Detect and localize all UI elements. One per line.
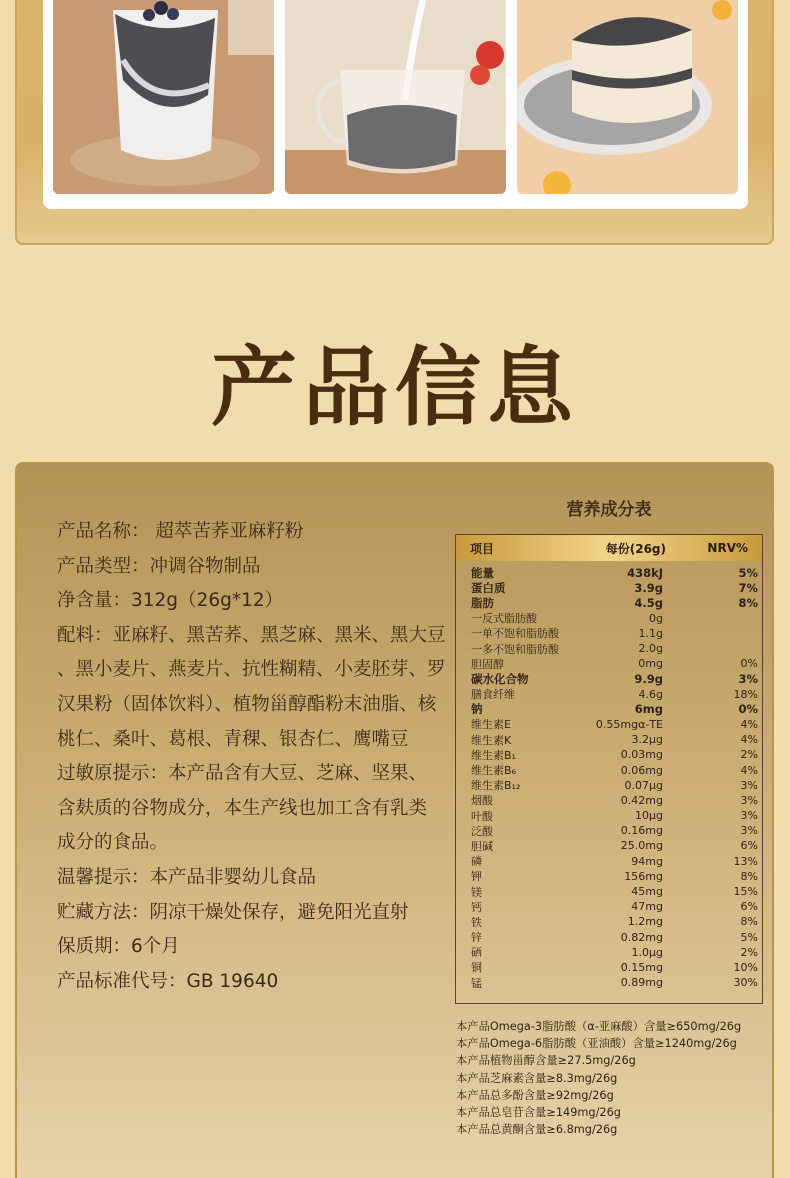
nutrient-name: 铜 [471,961,482,975]
nutrition-row [471,762,762,777]
nutrient-value: 0.16mg [620,824,663,838]
nutrient-nrv: 13% [733,854,758,868]
nutrition-row [471,565,762,580]
info-line: 含麸质的谷物成分，本生产线也加工含有乳类 [57,797,428,819]
nutrient-value: 0mg [638,657,663,671]
nutrient-name: 锰 [471,976,482,990]
nutrient-value: 0.89mg [620,976,663,990]
blueberry-sesame-drink-photo [53,0,274,194]
nutrient-value: 9.9g [634,671,663,686]
nutrient-notes [456,1018,776,1138]
nutrition-row [471,671,762,686]
info-line: 桃仁、桑叶、葛根、青稞、银杏仁、鹰嘴豆 [57,728,409,750]
nutrition-row [471,626,762,641]
nutrition-table-title: 营养成分表 [566,500,652,520]
nutrient-name: 一单不饱和脂肪酸 [471,627,559,641]
info-line: 贮藏方法：阴凉干燥处保存，避免阳光直射 [57,901,409,923]
nutrition-row [471,747,762,762]
nutrition-row [471,823,762,838]
nutrient-value: 0.82mg [620,930,663,944]
nutrient-nrv: 6% [740,839,758,853]
nutrition-row [471,793,762,808]
nutrient-name: 维生素E [471,718,511,732]
info-line: 产品类型：冲调谷物制品 [57,555,261,577]
nutrient-nrv: 0% [740,657,758,671]
nutrient-nrv: 8% [740,915,758,929]
nutrient-name: 能量 [471,565,494,580]
nutrient-value: 1.0μg [631,945,663,959]
nutrient-name: 镁 [471,885,482,899]
nutrient-nrv: 8% [740,869,758,883]
nutrition-table-body [456,561,762,990]
nutrient-name: 一反式脂肪酸 [471,612,537,626]
nutrient-nrv: 8% [738,595,758,610]
nutrient-name: 一多不饱和脂肪酸 [471,642,559,656]
nutrient-nrv: 3% [740,793,758,807]
nutrition-row [471,732,762,747]
nutrient-nrv: 2% [740,748,758,762]
nutrient-value: 0.55mgα-TE [595,717,663,731]
nutrient-value: 1.2mg [627,915,663,929]
nutrient-name: 烟酸 [471,794,493,808]
nutrient-value: 0.06mg [620,763,663,777]
nutrient-nrv: 7% [738,580,758,595]
info-line: 配料：亚麻籽、黑苦荞、黑芝麻、黑米、黑大豆 [57,624,446,646]
nutrient-value: 4.6g [638,687,663,701]
nutrition-table-header [456,535,762,561]
nutrient-name: 维生素B₆ [471,764,516,778]
info-line: 汉果粉（固体饮料）、植物甾醇酯粉末油脂、核 [57,693,437,715]
nutrient-value: 0.07μg [624,778,663,792]
nutrition-row [471,778,762,793]
nutrient-name: 维生素K [471,733,512,747]
nutrient-nrv: 10% [733,960,758,974]
nutrient-nrv: 3% [740,824,758,838]
nutrient-nrv: 0% [738,702,758,717]
nutrient-value: 0.15mg [620,960,663,974]
nutrition-table [455,534,763,1004]
nutrient-nrv: 3% [740,809,758,823]
nutrient-name: 硒 [471,946,482,960]
nutrient-name: 钠 [471,702,483,717]
nutrition-row [471,580,762,595]
nutrient-name: 蛋白质 [471,580,506,595]
nutrient-value: 45mg [631,885,663,899]
nutrient-nrv: 4% [740,717,758,731]
nutrition-row [471,702,762,717]
info-line: 产品标准代号：GB 19640 [57,970,279,992]
nutrient-name: 锌 [471,931,482,945]
nutrient-nrv: 3% [740,778,758,792]
page-title: 产品信息 [211,338,579,438]
header-per-serving: 每份(26g) [605,541,666,556]
nutrition-row [471,641,762,656]
nutrition-row [471,808,762,823]
nutrition-row [471,884,762,899]
nutrient-value: 6mg [634,702,663,717]
note-line: 本产品总多酚含量≥92mg/26g [456,1088,614,1102]
note-line: 本产品芝麻素含量≥8.3mg/26g [456,1071,618,1085]
nutrient-value: 0g [649,611,663,625]
nutrient-name: 泛酸 [471,824,493,838]
info-line: 、黑小麦片、燕麦片、抗性糊精、小麦胚芽、罗 [57,659,446,681]
info-line: 保质期：6个月 [57,936,180,958]
info-line: 温馨提示：本产品非婴幼儿食品 [57,866,317,888]
nutrient-name: 胆固醇 [471,657,504,671]
nutrition-row [471,595,762,610]
nutrition-row [471,656,762,671]
nutrition-row [471,611,762,626]
nutrient-nrv: 30% [733,976,758,990]
nutrient-value: 2.0g [638,642,663,656]
nutrient-name: 维生素B₁ [471,748,516,762]
nutrient-value: 1.1g [638,626,663,640]
nutrient-name: 胆碱 [471,839,493,853]
info-line: 净含量：312g（26g*12） [57,590,284,612]
nutrient-name: 碳水化合物 [471,671,529,686]
nutrition-row [471,869,762,884]
nutrient-name: 钙 [471,900,482,914]
nutrient-name: 叶酸 [471,809,493,823]
nutrient-nrv: 5% [738,565,758,580]
nutrient-nrv: 15% [733,885,758,899]
nutrition-row [471,717,762,732]
header-nrv: NRV% [707,541,748,555]
nutrition-row [471,930,762,945]
nutrient-nrv: 6% [740,900,758,914]
note-line: 本产品植物甾醇含量≥27.5mg/26g [456,1054,636,1068]
black-sesame-cake-photo [517,0,738,194]
nutrient-value: 156mg [624,869,663,883]
info-line: 过敏原提示：本产品含有大豆、芝麻、坚果、 [57,763,428,785]
note-line: 本产品总皂苷含量≥149mg/26g [456,1106,621,1120]
nutrient-value: 0.03mg [620,748,663,762]
note-line: 本产品总黄酮含量≥6.8mg/26g [456,1123,618,1137]
nutrient-nrv: 4% [740,763,758,777]
milk-pour-powder-cup-photo [285,0,506,194]
nutrient-value: 438kJ [627,565,663,580]
nutrient-value: 4.5g [634,595,663,610]
nutrient-nrv: 4% [740,733,758,747]
nutrient-name: 铁 [471,915,482,929]
nutrient-name: 脂肪 [471,595,494,610]
nutrition-row [471,960,762,975]
nutrition-row [471,838,762,853]
nutrient-value: 94mg [631,854,663,868]
nutrient-value: 3.2μg [631,733,663,747]
nutrient-value: 47mg [631,900,663,914]
header-item: 项目 [470,541,495,556]
info-line: 产品名称： 超萃苦荞亚麻籽粉 [57,521,304,542]
nutrition-row [471,975,762,990]
note-line: 本产品Omega-3脂肪酸（α-亚麻酸）含量≥650mg/26g [456,1020,742,1033]
nutrition-row [471,899,762,914]
nutrition-row [471,914,762,929]
nutrient-nrv: 2% [740,945,758,959]
nutrient-name: 膳食纤维 [471,688,515,702]
nutrient-value: 0.42mg [620,793,663,807]
nutrition-row [471,687,762,702]
nutrient-nrv: 5% [740,930,758,944]
product-info-list [57,515,449,999]
nutrient-nrv: 3% [738,671,758,686]
nutrient-value: 3.9g [634,580,663,595]
nutrition-row [471,945,762,960]
info-line: 成分的食品。 [57,832,169,854]
nutrient-value: 10μg [635,809,663,823]
nutrient-name: 钾 [471,870,482,884]
nutrient-nrv: 18% [733,687,758,701]
note-line: 本产品Omega-6脂肪酸（亚油酸）含量≥1240mg/26g [456,1037,737,1051]
nutrient-name: 磷 [471,855,482,869]
nutrient-name: 维生素B₁₂ [471,779,521,793]
nutrient-value: 25.0mg [620,839,663,853]
nutrition-row [471,854,762,869]
